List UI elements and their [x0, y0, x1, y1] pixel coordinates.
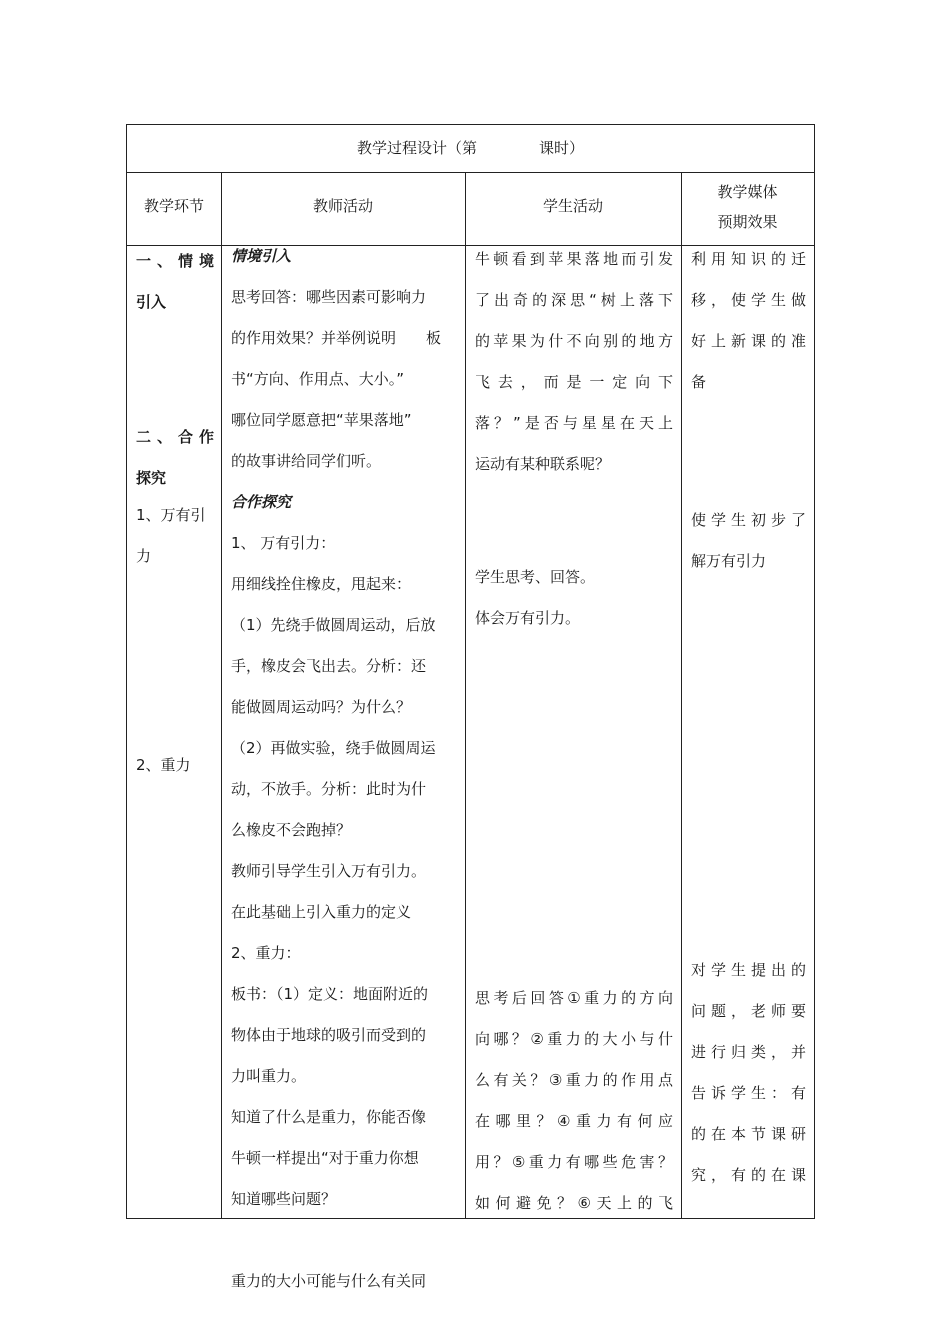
teacher-activity-line: 动，不放手。分析：此时为什 [231, 780, 427, 798]
teacher-activity-line: 力叫重力。 [231, 1067, 307, 1085]
lesson-table [126, 124, 815, 1290]
col-divider [465, 172, 466, 1218]
teacher-activity-line: 在此基础上引入重力的定义 [231, 903, 412, 921]
teacher-activity-line: （2）再做实验，绕手做圆周运 [231, 739, 436, 757]
media-effect-line: 究，有的在课 [691, 1166, 806, 1184]
student-activity-line: 用？⑤重力有哪些危害？ [475, 1153, 673, 1171]
media-effect-line: 告诉学生：有 [691, 1084, 806, 1102]
teacher-activity-line: 能做圆周运动吗？为什么？ [231, 698, 412, 716]
table-title-suffix: 课时） [539, 139, 585, 157]
media-effect-block [691, 500, 806, 582]
student-activity-line: 了出奇的深思“树上落下 [475, 291, 673, 309]
media-effect-line: 的在本节课研 [691, 1125, 806, 1143]
media-effect-block [691, 950, 806, 1196]
media-effect-line: 利用知识的迁 [691, 250, 806, 268]
teacher-activity-line: 物体由于地球的吸引而受到的 [231, 1026, 427, 1044]
media-effect-line: 对学生提出的 [691, 961, 806, 979]
teacher-activity-line: 的作用效果？并举例说明 板 [231, 329, 442, 347]
stage-explore-line2: 探究 [136, 469, 167, 487]
teacher-activity-line: 知道哪些问题？ [231, 1190, 337, 1208]
teacher-activity-line [231, 1223, 459, 1264]
student-activity-line: 向哪？②重力的大小与什 [475, 1030, 673, 1048]
student-activity-line: 牛顿看到苹果落地而引发 [475, 250, 673, 268]
student-activity-line: 思考后回答①重力的方向 [475, 989, 673, 1007]
col-divider [221, 172, 222, 1218]
teacher-activity-line: 重力的大小可能与什么有关同 [231, 1272, 427, 1290]
media-effect-line: 移，使学生做 [691, 291, 806, 309]
stage-intro-line1: 一、情境 [136, 252, 214, 270]
media-effect-block [691, 239, 806, 403]
student-activity-line: 如何避免？⑥天上的飞 [475, 1194, 673, 1212]
teacher-activity-line: 思考回答：哪些因素可影响力 [231, 288, 427, 306]
col-divider [681, 172, 682, 1218]
student-activity-block [475, 559, 673, 641]
stage-intro-line2: 引入 [136, 293, 167, 311]
header-media [681, 177, 814, 237]
media-effect-line: 问题，老师要 [691, 1002, 806, 1020]
table-title [127, 137, 814, 158]
table-title-prefix: 教学过程设计（第 [356, 139, 477, 157]
stage-explore-line1: 二、合作 [136, 428, 214, 446]
student-activity-line: 学生思考、回答。 [475, 568, 596, 586]
student-activity-line: 落？”是否与星星在天上 [475, 414, 673, 432]
teacher-activity-line: 情境引入 [231, 247, 292, 265]
student-activity-line: 么有关？③重力的作用点 [475, 1071, 673, 1089]
student-activity-line: 的苹果为什不向别的地方 [475, 332, 673, 350]
media-effect-line: 使学生初步了 [691, 511, 806, 529]
teacher-activity-line: 用细线拴住橡皮，甩起来： [231, 575, 412, 593]
teacher-activity-line: 么橡皮不会跑掉？ [231, 821, 352, 839]
media-effect-line: 进行归类，并 [691, 1043, 806, 1061]
stage-column [136, 495, 216, 577]
teacher-activity-line: 哪位同学愿意把“苹果落地” [231, 411, 412, 429]
teacher-activity [231, 239, 459, 1305]
header-media-line1: 教学媒体 [717, 183, 778, 201]
header-teacher: 教师活动 [312, 197, 373, 215]
teacher-activity-line: （1）先绕手做圆周运动，后放 [231, 616, 436, 634]
teacher-activity-line: 1、 万有引力： [231, 534, 336, 552]
header-student: 学生活动 [542, 197, 603, 215]
row-divider [127, 172, 814, 173]
teacher-activity-line: 手，橡皮会飞出去。分析：还 [231, 657, 427, 675]
media-effect-line: 备 [691, 373, 707, 391]
stage-gravitation-line1: 1、万有引 [136, 506, 206, 524]
teacher-activity-line: 书“方向、作用点、大小。” [231, 370, 405, 388]
teacher-activity-line: 合作探究 [231, 493, 292, 511]
stage-gravitation-line2: 力 [136, 547, 152, 565]
header-media-line2: 预期效果 [717, 213, 778, 231]
teacher-activity-line: 教师引导学生引入万有引力。 [231, 862, 427, 880]
header-stage: 教学环节 [143, 197, 204, 215]
stage-column [136, 417, 214, 499]
teacher-activity-line: 的故事讲给同学们听。 [231, 452, 382, 470]
media-effect-line: 好上新课的准 [691, 332, 806, 350]
student-activity-line: 飞去，而是一定向下 [475, 373, 673, 391]
teacher-activity-line: 2、重力： [231, 944, 301, 962]
stage-gravity: 2、重力 [136, 756, 191, 774]
student-activity-block [475, 978, 673, 1224]
student-activity-line: 运动有某种联系呢？ [475, 455, 611, 473]
student-activity-line: 在哪里？④重力有何应 [475, 1112, 673, 1130]
teacher-activity-line: 知道了什么是重力，你能否像 [231, 1108, 427, 1126]
teacher-activity-line: 板书：（1）定义：地面附近的 [231, 985, 429, 1003]
stage-column [136, 241, 214, 323]
student-activity-block [475, 239, 673, 485]
media-effect-line: 解万有引力 [691, 552, 767, 570]
teacher-activity-line: 牛顿一样提出“对于重力你想 [231, 1149, 419, 1167]
student-activity-line: 体会万有引力。 [475, 609, 581, 627]
